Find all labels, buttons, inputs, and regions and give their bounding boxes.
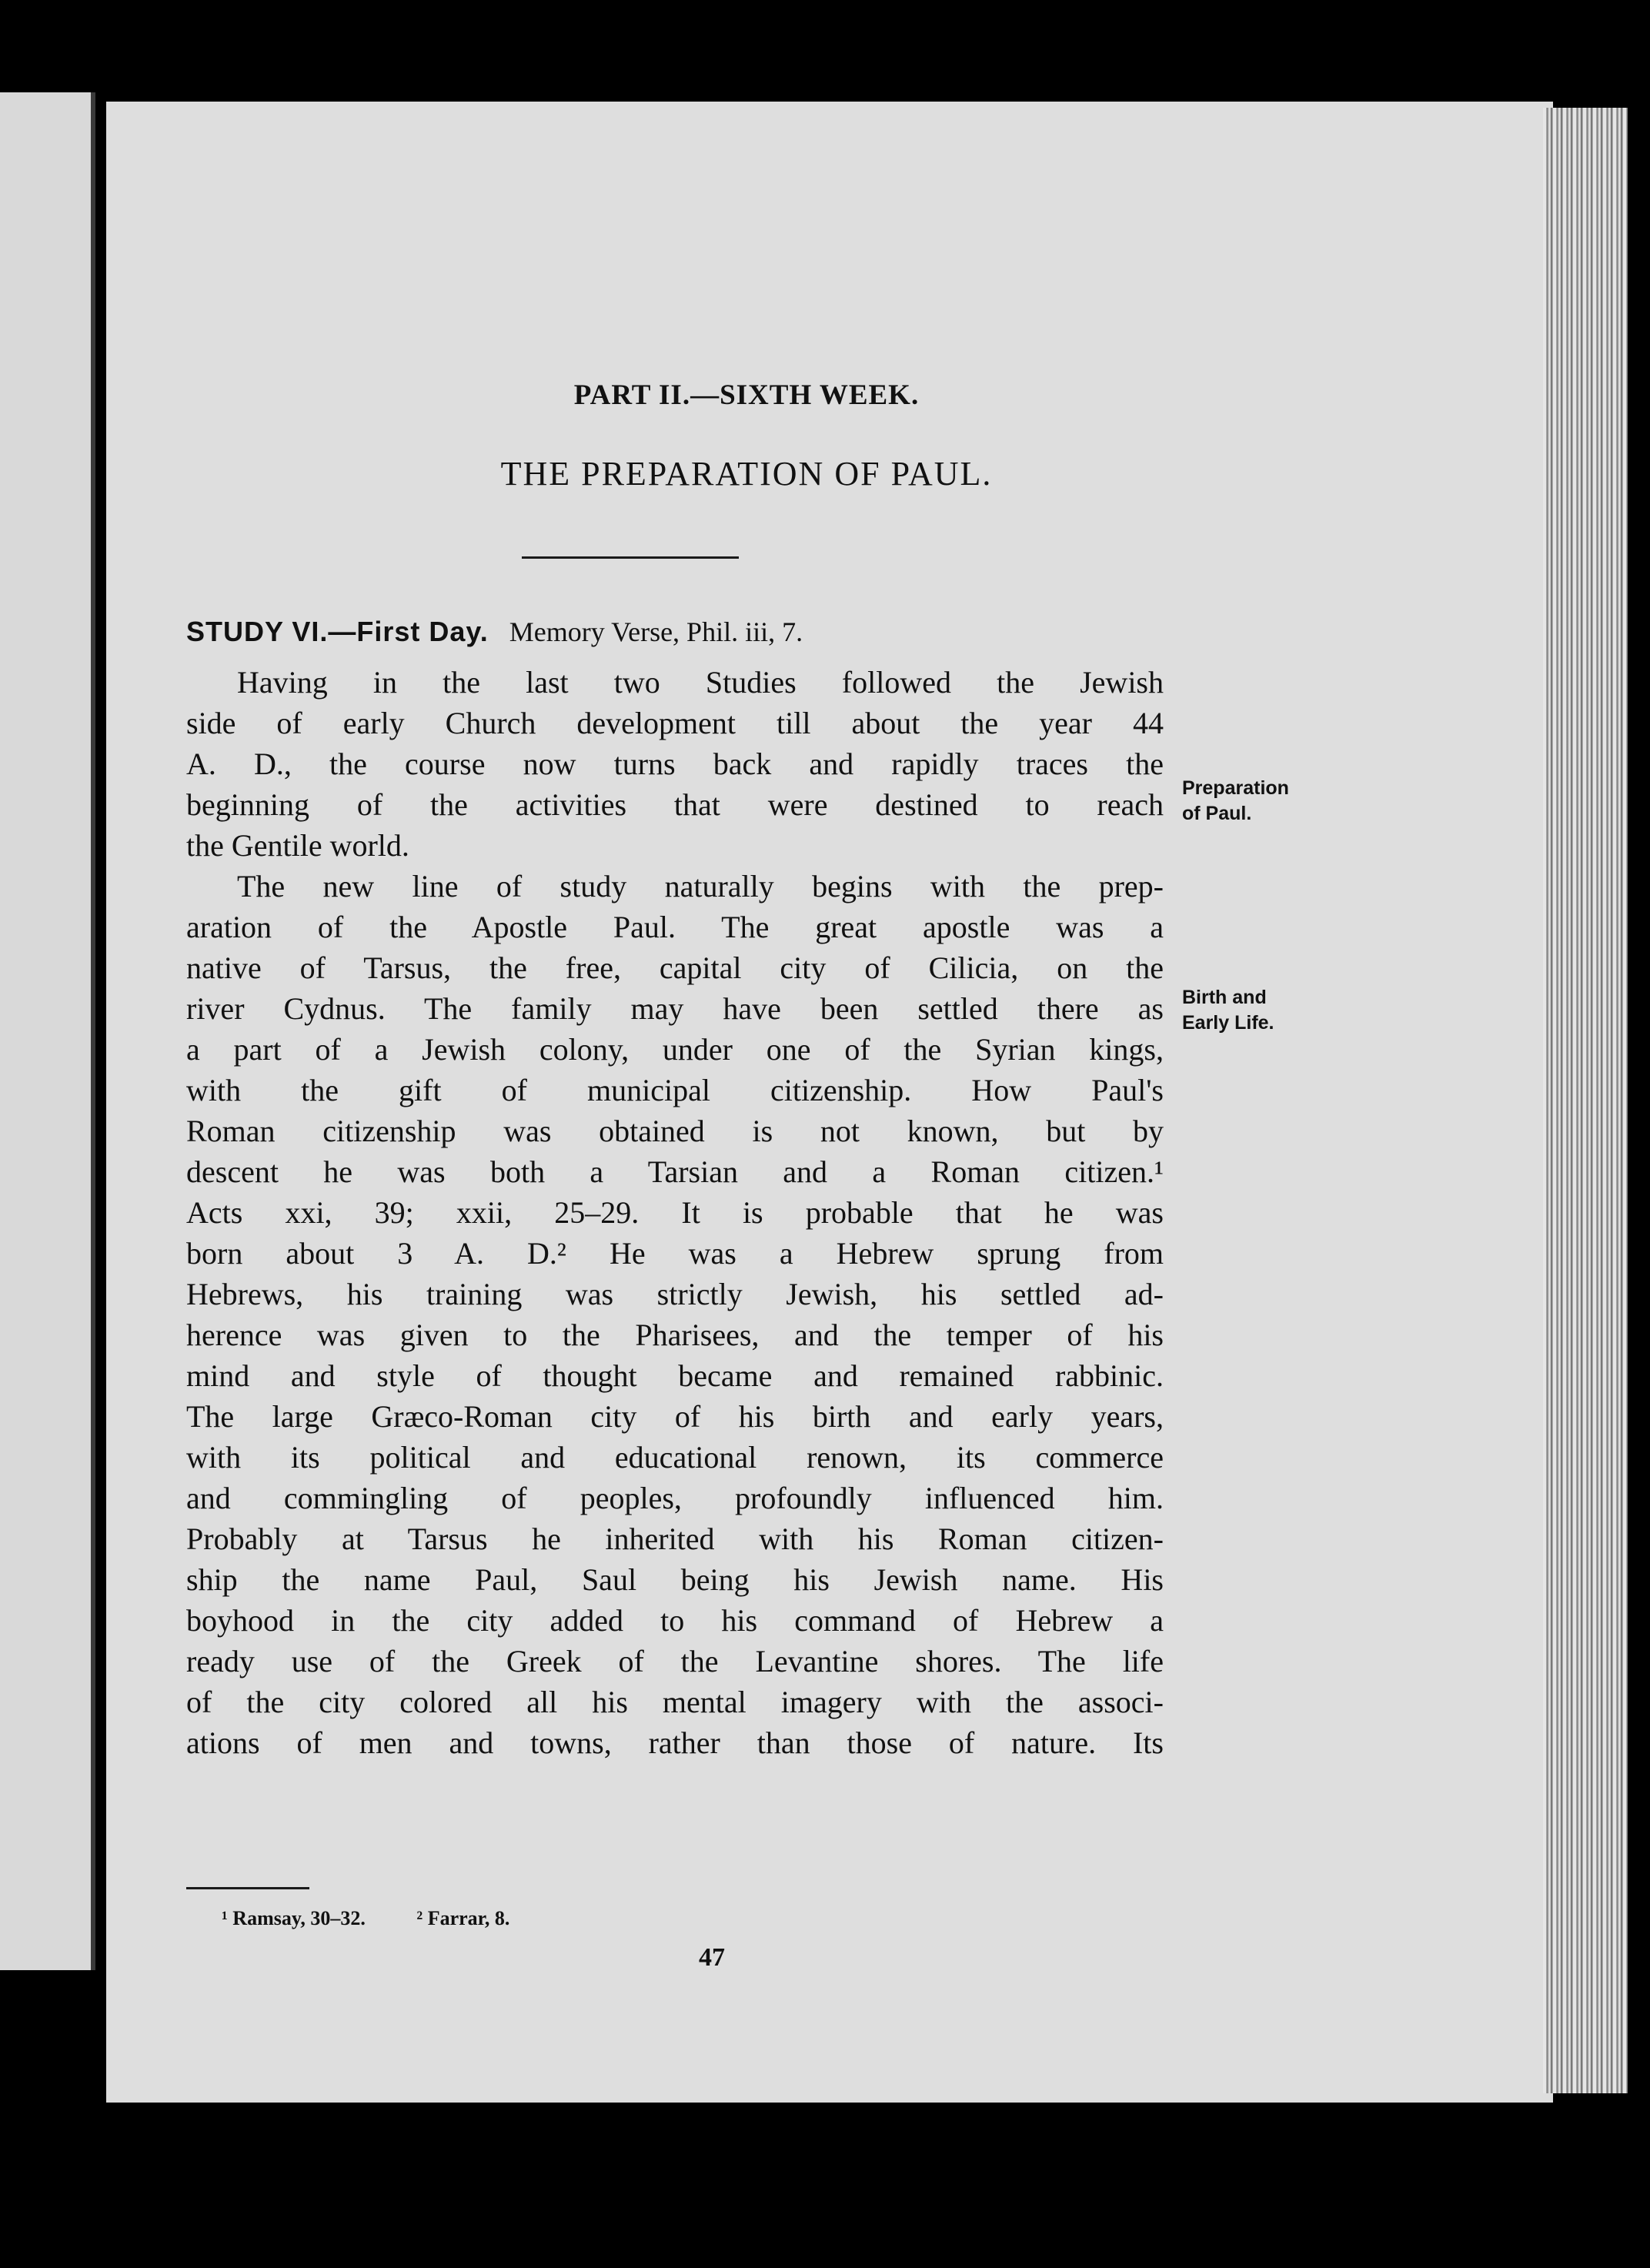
page-edges [1543, 108, 1628, 2093]
text-line: aration of the Apostle Paul. The great apostle was a [186, 910, 1164, 944]
paragraph-1 [186, 662, 1164, 866]
footnotes [222, 1907, 556, 1930]
study-line [186, 616, 803, 648]
text-line: herence was given to the Pharisees, and the temper of his [186, 1318, 1164, 1352]
paragraph-2 [186, 866, 1164, 1763]
memory-verse: Memory Verse, Phil. iii, 7. [509, 616, 803, 647]
text-line: beginning of the activities that were destined to reach [186, 787, 1164, 822]
text-line: mind and style of thought became and remained rabbinic. [186, 1358, 1164, 1393]
body-text [186, 662, 1164, 1763]
chapter-title: THE PREPARATION OF PAUL. [500, 455, 993, 493]
page-number: 47 [699, 1943, 725, 1972]
margin-note-line: of Paul. [1182, 803, 1252, 824]
text-line: with the gift of municipal citizenship. How Paul's [186, 1073, 1164, 1107]
text-line: Probably at Tarsus he inherited with his Roman citizen- [186, 1521, 1164, 1556]
text-line: born about 3 A. D.² He was a Hebrew sprung from [186, 1236, 1164, 1271]
title-divider [522, 556, 739, 559]
text-line: ship the name Paul, Saul being his Jewish name. His [186, 1562, 1164, 1597]
margin-note-line: Preparation [1182, 777, 1289, 799]
text-line: The new line of study naturally begins with the prep- [237, 869, 1164, 904]
study-label: STUDY VI.—First Day. [186, 616, 489, 647]
margin-note-line: Early Life. [1182, 1012, 1274, 1034]
text-line: The large Græco-Roman city of his birth and early years, [186, 1399, 1164, 1434]
text-line: ready use of the Greek of the Levantine shores. The life [186, 1644, 1164, 1678]
part-heading: PART II.—SIXTH WEEK. [573, 379, 920, 411]
text-line: A. D., the course now turns back and rapidly traces the [186, 747, 1164, 781]
text-line: of the city colored all his mental imagery with the associ- [186, 1685, 1164, 1719]
text-line: side of early Church development till about the year 44 [186, 706, 1164, 740]
text-line: with its political and educational renown, its commerce [186, 1440, 1164, 1475]
text-line: river Cydnus. The family may have been settled there as [186, 991, 1164, 1026]
text-line: a part of a Jewish colony, under one of the Syrian kings, [186, 1032, 1164, 1067]
text-line: Acts xxi, 39; xxii, 25–29. It is probable that he was [186, 1195, 1164, 1230]
text-line: Roman citizenship was obtained is not known, but by [186, 1114, 1164, 1148]
footnote-1: ¹ Ramsay, 30–32. [222, 1907, 366, 1929]
margin-note-line: Birth and [1182, 987, 1267, 1008]
text-line: the Gentile world. [186, 828, 409, 863]
text-line: ations of men and towns, rather than those of nature. Its [186, 1725, 1164, 1760]
footnote-divider [186, 1887, 309, 1889]
text-line: Having in the last two Studies followed the Jewish [237, 665, 1164, 700]
text-line: boyhood in the city added to his command of Hebrew a [186, 1603, 1164, 1638]
text-line: Hebrews, his training was strictly Jewish, his settled ad- [186, 1277, 1164, 1311]
facing-page-edge [0, 92, 95, 1970]
footnote-2: ² Farrar, 8. [416, 1907, 510, 1929]
text-line: and commingling of peoples, profoundly influenced him. [186, 1481, 1164, 1515]
text-line: descent he was both a Tarsian and a Roman citizen.¹ [186, 1154, 1164, 1189]
margin-note-birth [1182, 985, 1274, 1036]
margin-note-preparation [1182, 776, 1289, 827]
text-line: native of Tarsus, the free, capital city of Cilicia, on the [186, 950, 1164, 985]
